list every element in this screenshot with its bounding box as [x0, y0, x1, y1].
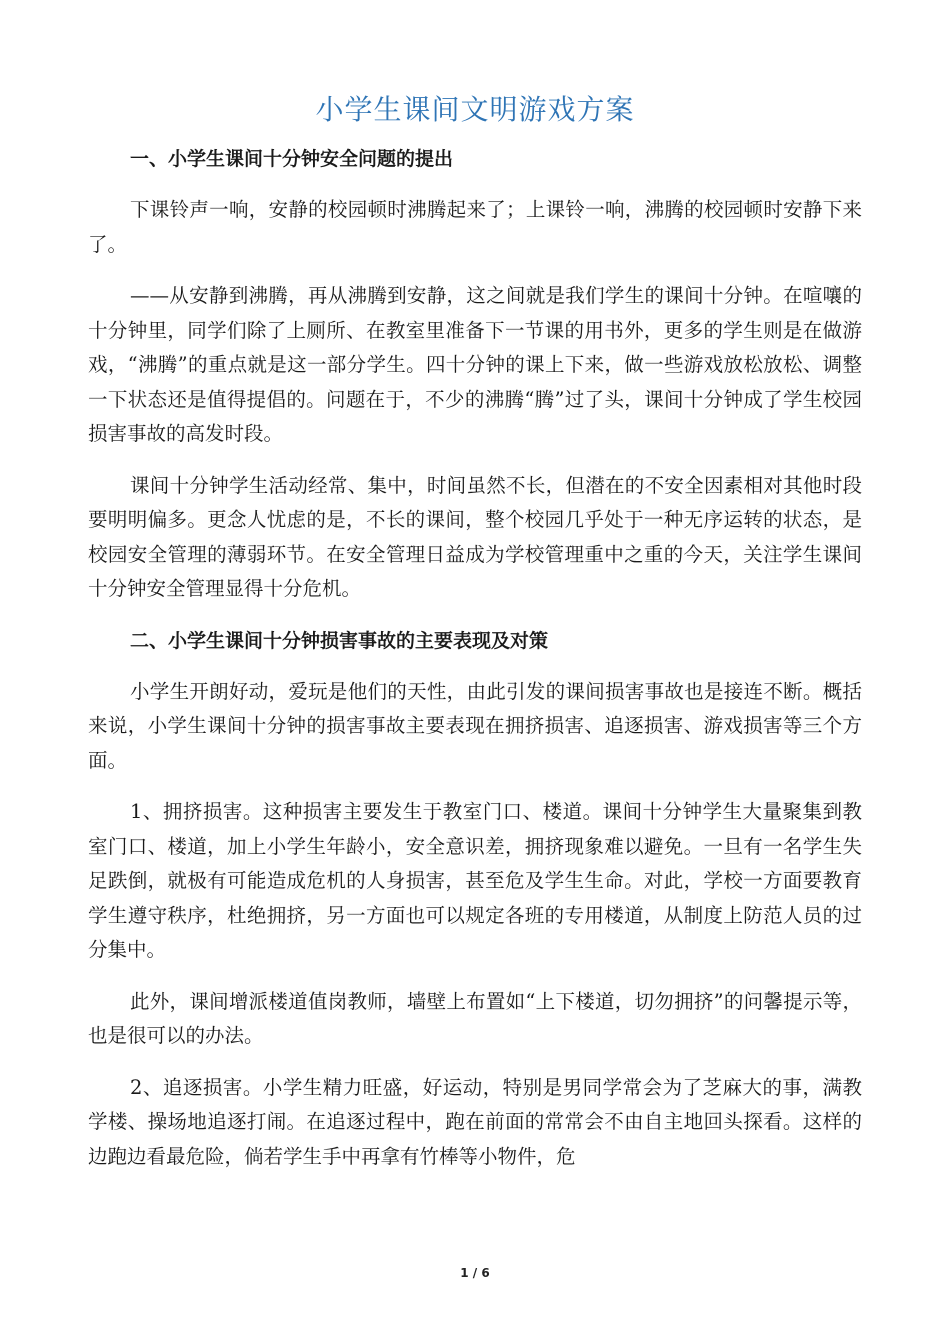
document-body — [88, 142, 862, 1191]
section-2-paragraph-1: 小学生开朗好动，爱玩是他们的天性，由此引发的课间损害事故也是接连不断。概括来说，小学生课间十分钟的损害事故主要表现在拥挤损害、追逐损害、游戏损害等三个方面。 — [88, 679, 862, 772]
section-1-heading: 一、小学生课间十分钟安全问题的提出 — [130, 148, 454, 170]
section-2-paragraph-3: 此外，课间增派楼道值岗教师，墙壁上布置如“上下楼道，切勿拥挤”的问馨提示等，也是很可以的办法。 — [88, 989, 862, 1047]
page-number: 1 / 6 — [460, 1266, 490, 1280]
document-title: 小学生课间文明游戏方案 — [315, 93, 635, 126]
section-2-heading: 二、小学生课间十分钟损害事故的主要表现及对策 — [130, 629, 549, 652]
section-1-paragraph-2: ——从安静到沸腾，再从沸腾到安静，这之间就是我们学生的课间十分钟。在喧嚷的十分钟里，同学们除了上厕所、在教室里准备下一节课的用书外，更多的学生则是在做游戏，“沸腾”的重点就是这一部分学生。四十分钟的课上下来，做一些游戏放松放松、调整一下状态还是值得提倡的。问题在于，不少的沸腾“腾”过了头，课间十分钟成了学生校园损害事故的高发时段。 — [88, 284, 862, 445]
section-1-paragraph-3: 课间十分钟学生活动经常、集中，时间虽然不长，但潜在的不安全因素相对其他时段要明明偏多。更念人忧虑的是，不长的课间，整个校园几乎处于一种无序运转的状态，是校园安全管理的薄弱环节。在安全管理日益成为学校管理重中之重的今天，关注学生课间十分钟安全管理显得十分危机。 — [88, 473, 862, 600]
section-2-paragraph-2: 1、拥挤损害。这种损害主要发生于教室门口、楼道。课间十分钟学生大量聚集到教室门口、楼道，加上小学生年龄小，安全意识差，拥挤现象难以避免。一旦有一名学生失足跌倒，就极有可能造成危机的人身损害，甚至危及学生生命。对此，学校一方面要教育学生遵守秩序，杜绝拥挤，另一方面也可以规定各班的专用楼道，从制度上防范人员的过分集中。 — [88, 800, 862, 961]
section-1-paragraph-1: 下课铃声一响，安静的校园顿时沸腾起来了；上课铃一响，沸腾的校园顿时安静下来了。 — [88, 198, 862, 256]
section-2-paragraph-4: 2、追逐损害。小学生精力旺盛，好运动，特别是男同学常会为了芝麻大的事，满教学楼、操场地追逐打闹。在追逐过程中，跑在前面的常常会不由自主地回头探看。这样的边跑边看最危险，倘若学生手中再拿有竹棒等小物件，危 — [88, 1075, 862, 1168]
